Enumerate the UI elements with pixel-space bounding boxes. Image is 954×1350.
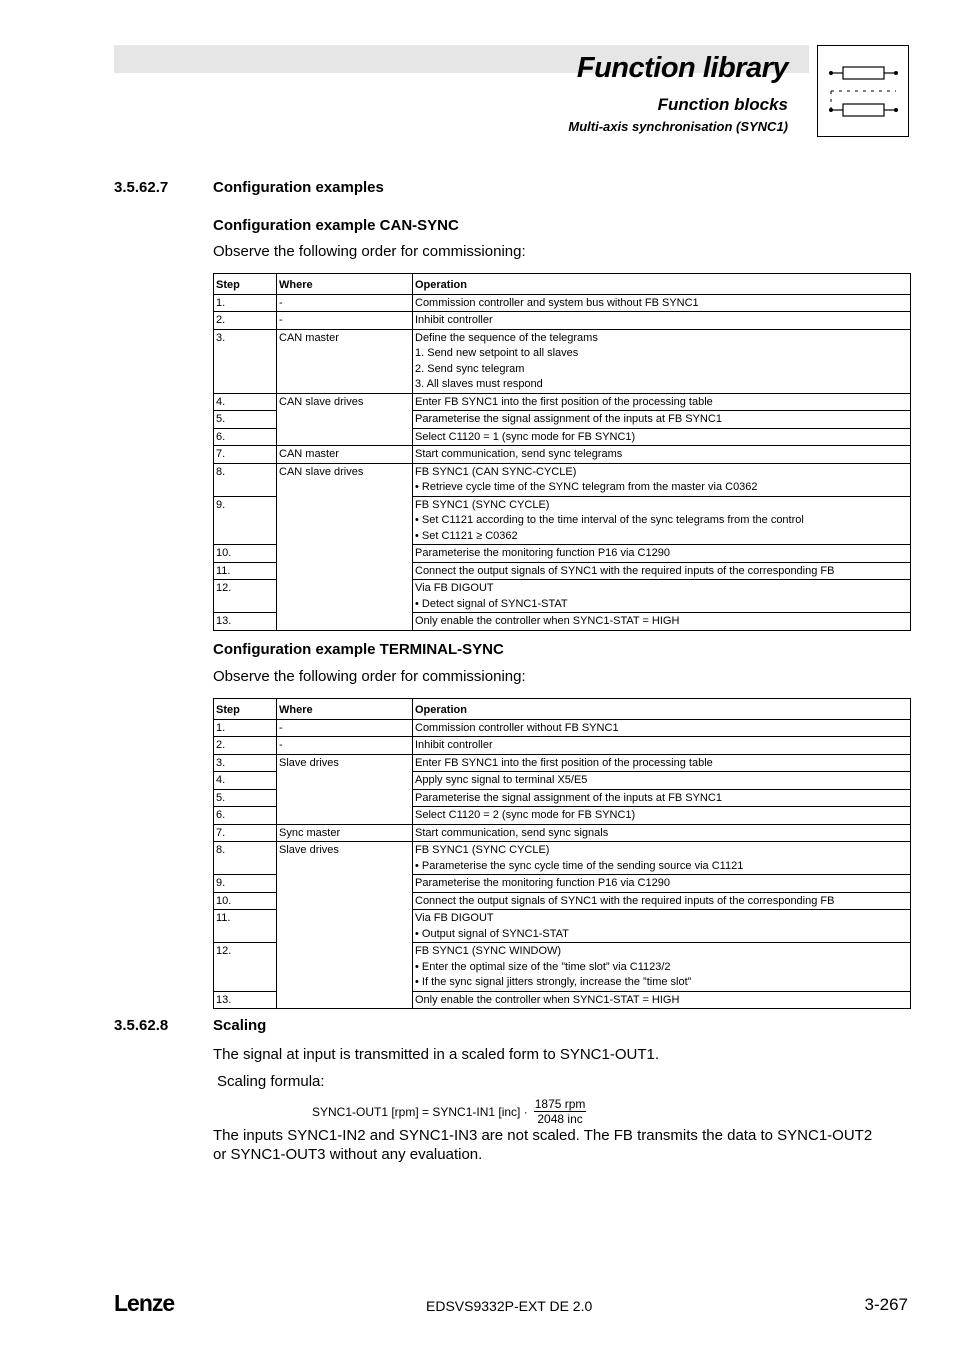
table-row [214, 613, 911, 631]
formula-label: Scaling formula: [217, 1073, 325, 1090]
step-cell: 8. [214, 842, 277, 875]
table-row [214, 772, 911, 790]
step-cell: 8. [214, 463, 277, 496]
where-cell [277, 562, 413, 580]
scaling-formula [312, 1097, 586, 1126]
operation-line: FB SYNC1 (SYNC WINDOW) [415, 945, 562, 957]
where-cell [277, 789, 413, 807]
table-row [214, 892, 911, 910]
operation-cell [413, 294, 911, 312]
operation-cell [413, 446, 911, 464]
operation-line: Enter FB SYNC1 into the first position of the processing table [415, 395, 713, 408]
step-cell: 3. [214, 754, 277, 772]
operation-line: • Set C1121 according to the time interval of the sync telegrams from the control [415, 514, 804, 526]
where-cell [277, 772, 413, 790]
where-cell: - [277, 737, 413, 755]
operation-cell [413, 842, 911, 875]
header-step: Step [214, 699, 277, 720]
operation-cell [413, 719, 911, 737]
operation-line: Parameterise the signal assignment of the inputs at FB SYNC1 [415, 791, 722, 804]
table-row [214, 910, 911, 943]
table-row [214, 496, 911, 545]
where-cell: CAN slave drives [277, 393, 413, 411]
table-row [214, 580, 911, 613]
operation-line: Enter FB SYNC1 into the first position of the processing table [415, 756, 713, 769]
operation-cell [413, 807, 911, 825]
formula-numerator: 1875 rpm [534, 1097, 586, 1111]
operation-line: FB SYNC1 (CAN SYNC-CYCLE) [415, 465, 577, 478]
operation-line: FB SYNC1 (SYNC CYCLE) [415, 498, 550, 511]
table-header-row [214, 274, 911, 295]
operation-cell [413, 737, 911, 755]
page-subtitle: Function blocks [657, 95, 788, 114]
step-cell: 4. [214, 393, 277, 411]
operation-line: Connect the output signals of SYNC1 with the required inputs of the corresponding FB [415, 564, 835, 577]
table-row [214, 393, 911, 411]
step-cell: 1. [214, 294, 277, 312]
lenze-logo: Lenze [114, 1290, 175, 1316]
where-cell [277, 545, 413, 563]
where-cell [277, 580, 413, 613]
operation-line: Inhibit controller [415, 314, 493, 326]
document-id: EDSVS9332P-EXT DE 2.0 [426, 1298, 593, 1314]
operation-cell [413, 613, 911, 631]
step-cell: 9. [214, 875, 277, 893]
operation-cell [413, 580, 911, 613]
table-row [214, 875, 911, 893]
operation-cell [413, 910, 911, 943]
where-cell: Slave drives [277, 754, 413, 772]
step-cell: 4. [214, 772, 277, 790]
operation-line: • Enter the optimal size of the ”time slot” via C1123/2 [415, 960, 671, 973]
where-cell [277, 613, 413, 631]
where-cell: - [277, 294, 413, 312]
step-cell: 13. [214, 613, 277, 631]
section-number: 3.5.62.7 [114, 179, 169, 196]
operation-line: Via FB DIGOUT [415, 912, 494, 924]
operation-line: Commission controller without FB SYNC1 [415, 721, 619, 734]
where-cell [277, 991, 413, 1009]
table-row [214, 545, 911, 563]
table-row [214, 562, 911, 580]
example2-intro: Observe the following order for commissioning: [213, 668, 526, 685]
example1-intro: Observe the following order for commissioning: [213, 243, 526, 260]
operation-line: • If the sync signal jitters strongly, increase the ”time slot” [415, 976, 692, 988]
section-title: Scaling [213, 1017, 267, 1034]
where-cell: Sync master [277, 824, 413, 842]
step-cell: 12. [214, 943, 277, 992]
where-cell [277, 892, 413, 910]
where-cell: CAN slave drives [277, 463, 413, 496]
operation-line: • Retrieve cycle time of the SYNC telegram from the master via C0362 [415, 481, 758, 493]
operation-line: Select C1120 = 2 (sync mode for FB SYNC1) [415, 809, 636, 821]
step-cell: 11. [214, 910, 277, 943]
example1-heading: Configuration example CAN-SYNC [213, 217, 459, 234]
header-where: Where [277, 699, 413, 720]
table-row [214, 807, 911, 825]
scaling-paragraph: The signal at input is transmitted in a scaled form to SYNC1-OUT1. [213, 1046, 660, 1063]
where-cell: - [277, 719, 413, 737]
operation-line: Start communication, send sync telegrams [415, 448, 623, 460]
step-cell: 2. [214, 737, 277, 755]
step-cell: 7. [214, 824, 277, 842]
where-cell: CAN master [277, 329, 413, 393]
operation-line: • Parameterise the sync cycle time of the sending source via C1121 [415, 859, 744, 872]
step-cell: 5. [214, 789, 277, 807]
header-where: Where [277, 274, 413, 295]
operation-cell [413, 789, 911, 807]
where-cell [277, 496, 413, 545]
table-row [214, 991, 911, 1009]
step-cell: 6. [214, 807, 277, 825]
table-row [214, 446, 911, 464]
operation-line: Define the sequence of the telegrams [415, 331, 598, 344]
operation-line: Parameterise the monitoring function P16 via C1290 [415, 547, 670, 559]
where-cell [277, 943, 413, 992]
operation-line: Commission controller and system bus without FB SYNC1 [415, 296, 699, 309]
table-row [214, 428, 911, 446]
header-operation: Operation [413, 699, 911, 720]
operation-line: Via FB DIGOUT [415, 582, 494, 594]
step-cell: 6. [214, 428, 277, 446]
operation-line: • Detect signal of SYNC1-STAT [415, 597, 568, 610]
where-cell [277, 807, 413, 825]
operation-cell [413, 463, 911, 496]
operation-cell [413, 545, 911, 563]
table-row [214, 719, 911, 737]
table-header-row [214, 699, 911, 720]
operation-cell [413, 496, 911, 545]
operation-line: • Set C1121 ≥ C0362 [415, 529, 518, 542]
operation-line: Apply sync signal to terminal X5/E5 [415, 774, 588, 786]
operation-cell [413, 772, 911, 790]
operation-cell [413, 875, 911, 893]
terminal-sync-table [213, 698, 911, 1009]
example2-heading: Configuration example TERMINAL-SYNC [213, 641, 504, 658]
header-operation: Operation [413, 274, 911, 295]
function-block-icon [817, 45, 909, 137]
operation-cell [413, 411, 911, 429]
operation-cell [413, 428, 911, 446]
operation-cell [413, 329, 911, 393]
step-cell: 7. [214, 446, 277, 464]
step-cell: 9. [214, 496, 277, 545]
operation-cell [413, 393, 911, 411]
where-cell: - [277, 312, 413, 330]
section-number: 3.5.62.8 [114, 1017, 169, 1034]
operation-line: • Output signal of SYNC1-STAT [415, 927, 569, 940]
operation-cell [413, 562, 911, 580]
page-title: Function library [576, 52, 788, 84]
table-row [214, 824, 911, 842]
step-cell: 2. [214, 312, 277, 330]
where-cell [277, 411, 413, 429]
operation-line: FB SYNC1 (SYNC CYCLE) [415, 844, 550, 856]
step-cell: 10. [214, 545, 277, 563]
operation-line: 3. All slaves must respond [415, 378, 543, 390]
where-cell [277, 875, 413, 893]
formula-fraction [534, 1097, 587, 1126]
section-title: Configuration examples [213, 179, 384, 196]
step-cell: 5. [214, 411, 277, 429]
can-sync-table [213, 273, 911, 631]
operation-line: Connect the output signals of SYNC1 with the required inputs of the corresponding FB [415, 894, 835, 907]
table-row [214, 754, 911, 772]
where-cell: CAN master [277, 446, 413, 464]
where-cell [277, 910, 413, 943]
page-subsubtitle: Multi-axis synchronisation (SYNC1) [568, 119, 788, 134]
where-cell [277, 428, 413, 446]
table-row [214, 789, 911, 807]
step-cell: 12. [214, 580, 277, 613]
operation-line: Inhibit controller [415, 739, 493, 751]
inputs-paragraph-line2: or SYNC1-OUT3 without any evaluation. [213, 1146, 483, 1163]
table-row [214, 463, 911, 496]
step-cell: 1. [214, 719, 277, 737]
formula-lhs: SYNC1-OUT1 [rpm] = SYNC1-IN1 [inc] · [312, 1104, 528, 1119]
table-row [214, 312, 911, 330]
step-cell: 13. [214, 991, 277, 1009]
operation-line: Parameterise the signal assignment of the inputs at FB SYNC1 [415, 413, 722, 425]
step-cell: 3. [214, 329, 277, 393]
operation-line: Parameterise the monitoring function P16 via C1290 [415, 877, 670, 889]
page-number: 3-267 [864, 1295, 908, 1314]
operation-cell [413, 943, 911, 992]
header-step: Step [214, 274, 277, 295]
table-row [214, 842, 911, 875]
table-row [214, 294, 911, 312]
table-row [214, 943, 911, 992]
operation-line: Only enable the controller when SYNC1-STAT = HIGH [415, 993, 680, 1006]
operation-cell [413, 312, 911, 330]
operation-line: Select C1120 = 1 (sync mode for FB SYNC1) [415, 430, 636, 443]
operation-cell [413, 754, 911, 772]
operation-line: Only enable the controller when SYNC1-STAT = HIGH [415, 615, 680, 627]
operation-line: Start communication, send sync signals [415, 826, 609, 839]
table-row [214, 737, 911, 755]
table-row [214, 329, 911, 393]
operation-cell [413, 824, 911, 842]
formula-denominator: 2048 inc [537, 1112, 583, 1126]
operation-line: 1. Send new setpoint to all slaves [415, 347, 579, 359]
table-row [214, 411, 911, 429]
step-cell: 10. [214, 892, 277, 910]
operation-line: 2. Send sync telegram [415, 362, 525, 375]
step-cell: 11. [214, 562, 277, 580]
operation-cell [413, 892, 911, 910]
operation-cell [413, 991, 911, 1009]
where-cell: Slave drives [277, 842, 413, 875]
inputs-paragraph-line1: The inputs SYNC1-IN2 and SYNC1-IN3 are not scaled. The FB transmits the data to SYNC1-OUT2 [213, 1127, 873, 1144]
